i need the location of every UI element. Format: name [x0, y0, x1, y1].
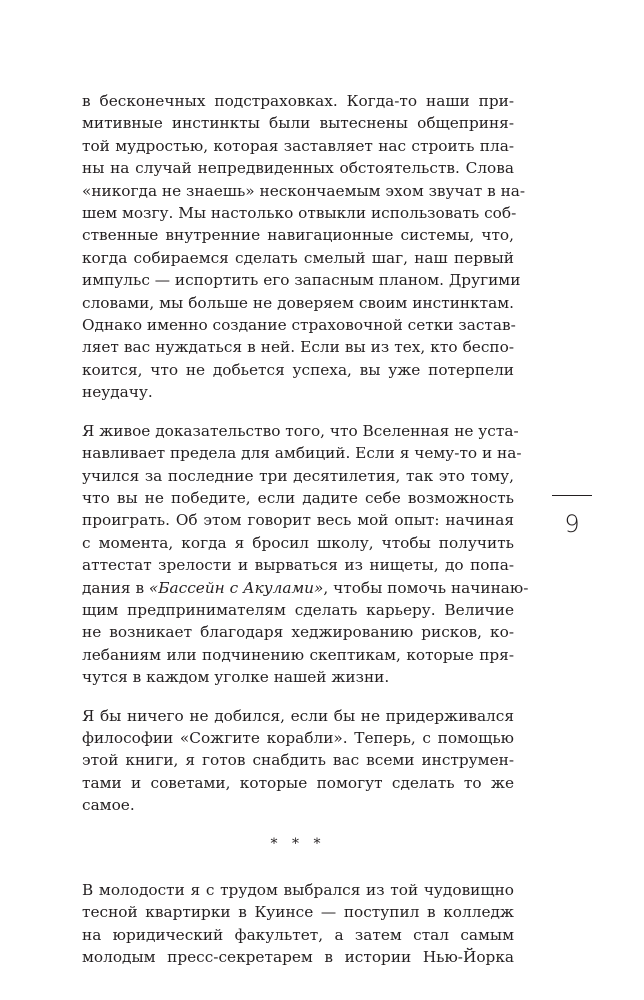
- paragraph-1: [82, 90, 526, 404]
- text-line: ны на случай непредвиденных обстоятельств. Слова: [82, 159, 514, 178]
- text-line: не возникает благодаря хеджированию рисков, ко-: [82, 623, 514, 642]
- text-fragment: , чтобы помочь начинаю-: [323, 578, 529, 597]
- section-break: * * *: [270, 835, 326, 852]
- text-line: аттестат зрелости и вырваться из нищеты, до попа-: [82, 556, 514, 575]
- text-line: тесной квартирки в Куинсе — поступил в колледж: [82, 903, 514, 922]
- body-text: [82, 90, 529, 985]
- text-line: ляет вас нуждаться в ней. Если вы из тех, кто беспо-: [82, 338, 514, 357]
- text-line: митивные инстинкты были вытеснены общеприня-: [82, 114, 514, 133]
- text-line: ственные внутренние навигационные системы, что,: [82, 226, 514, 245]
- page-number-rule: [552, 495, 592, 496]
- text-line: с момента, когда я бросил школу, чтобы получить: [82, 533, 514, 552]
- text-line: «никогда не знаешь» нескончаемым эхом звучат в на-: [82, 181, 526, 200]
- text-line: когда собираемся сделать смелый шаг, наш первый: [82, 248, 514, 267]
- text-line: проиграть. Об этом говорит весь мой опыт: начиная: [82, 511, 514, 530]
- text-line: философии «Сожгите корабли». Теперь, с помощью: [82, 728, 514, 747]
- show-title: «Бассейн с Акулами»: [148, 578, 324, 597]
- text-line: коится, что не добьется успеха, вы уже потерпели: [82, 360, 514, 379]
- text-line: неудачу.: [82, 383, 153, 402]
- text-line: Я живое доказательство того, что Вселенная не уста-: [82, 421, 519, 440]
- text-line: тами и советами, которые помогут сделать то же: [82, 773, 514, 792]
- text-line: словами, мы больше не доверяем своим инстинктам.: [82, 293, 514, 312]
- text-line: учился за последние три десятилетия, так это тому,: [82, 466, 514, 485]
- text-line: навливает предела для амбиций. Если я чему-то и на-: [82, 444, 522, 463]
- text-line: щим предпринимателям сделать карьеру. Величие: [82, 600, 514, 619]
- text-line: что вы не победите, если дадите себе возможность: [82, 488, 514, 507]
- text-line: молодым пресс-секретарем в истории Нью-Йорка: [82, 948, 514, 967]
- text-line: чутся в каждом уголке нашей жизни.: [82, 668, 390, 687]
- page-number: 9: [564, 510, 580, 538]
- paragraph-3: [82, 705, 514, 817]
- paragraph-4: [82, 879, 514, 969]
- paragraph-2: [82, 420, 529, 689]
- text-line: в бесконечных подстраховках. Когда-то наши при-: [82, 92, 514, 110]
- text-line: импульс — испортить его запасным планом. Другими: [82, 271, 521, 290]
- text-line: лебаниям или подчинению скептикам, которые пря-: [82, 645, 514, 664]
- text-line: Я бы ничего не добился, если бы не придерживался: [82, 706, 514, 725]
- text-line: этой книги, я готов снабдить вас всеми инструмен-: [82, 751, 514, 770]
- text-line: той мудростью, которая заставляет нас строить пла-: [82, 136, 514, 155]
- text-fragment: дания в: [82, 578, 149, 597]
- text-line: на юридический факультет, а затем стал самым: [82, 925, 514, 944]
- text-line: шем мозгу. Мы настолько отвыкли использовать соб-: [82, 204, 517, 223]
- text-line: В молодости я с трудом выбрался из той чудовищно: [82, 881, 514, 899]
- text-line-mixed: [82, 577, 529, 599]
- text-line: самое.: [82, 796, 135, 815]
- text-line: Однако именно создание страховочной сетки застав-: [82, 316, 516, 335]
